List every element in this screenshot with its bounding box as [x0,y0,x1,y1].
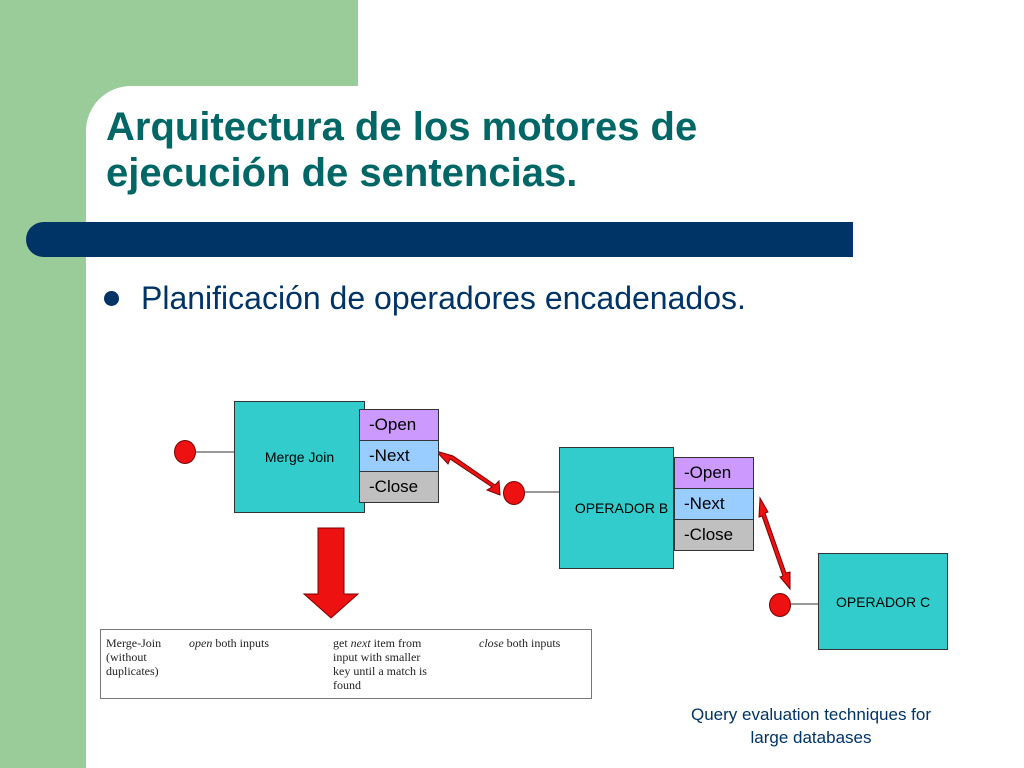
operador-b-open: -Open [674,457,754,489]
table-col-open [189,636,269,650]
table-col-close [479,636,560,650]
merge-join-next: -Next [359,440,439,472]
slide-title-line-1: Arquitectura de los motores de [106,105,698,149]
table-col3-post: item from [370,636,422,650]
table-col1-line2: (without [106,650,147,664]
node-merge-join-label: Merge Join [264,449,335,465]
table-col3-pre: get [333,636,351,650]
table-col2-italic: open [189,636,213,650]
node-operador-c-label: OPERADOR C [835,593,931,610]
table-col3-line2: input with smaller [333,650,421,664]
table-col-next [333,636,427,692]
footer-line-1: Query evaluation techniques for [690,705,932,724]
table-col3-italic: next [350,636,371,650]
merge-join-table [100,629,592,699]
footer-line-2: large databases [750,728,872,747]
double-arrow-2 [759,498,790,589]
table-col-operator [106,636,161,678]
operador-b-close: -Close [674,519,754,551]
table-col1-line3: duplicates) [106,664,159,678]
down-arrow-icon [304,528,358,618]
table-col2-rest: both inputs [212,636,269,650]
footer-citation [660,703,962,749]
merge-join-methods [359,409,439,503]
operador-b-next: -Next [674,488,754,520]
table-col1-line1: Merge-Join [106,636,162,650]
table-col3-line3: key until a match is [333,664,427,678]
bullet-text: Planificación de operadores encadenados. [141,279,746,316]
table-col3-line4: found [333,678,361,692]
merge-join-close: -Close [359,471,439,503]
node-operador-b [559,447,674,569]
operador-b-methods [674,457,754,551]
node-operador-c [818,553,948,650]
node-operador-b-label: OPERADOR B [574,500,669,516]
table-col4-italic: close [479,636,504,650]
connector-dot-operador-b [503,481,525,505]
node-merge-join [234,401,365,513]
merge-join-open: -Open [359,409,439,441]
table-col4-rest: both inputs [503,636,561,650]
slide-title-line-2: ejecución de sentencias. [106,151,578,195]
double-arrow-1 [436,451,500,495]
connector-dot-operador-c [769,593,791,617]
connector-dot-merge-join [174,440,196,464]
